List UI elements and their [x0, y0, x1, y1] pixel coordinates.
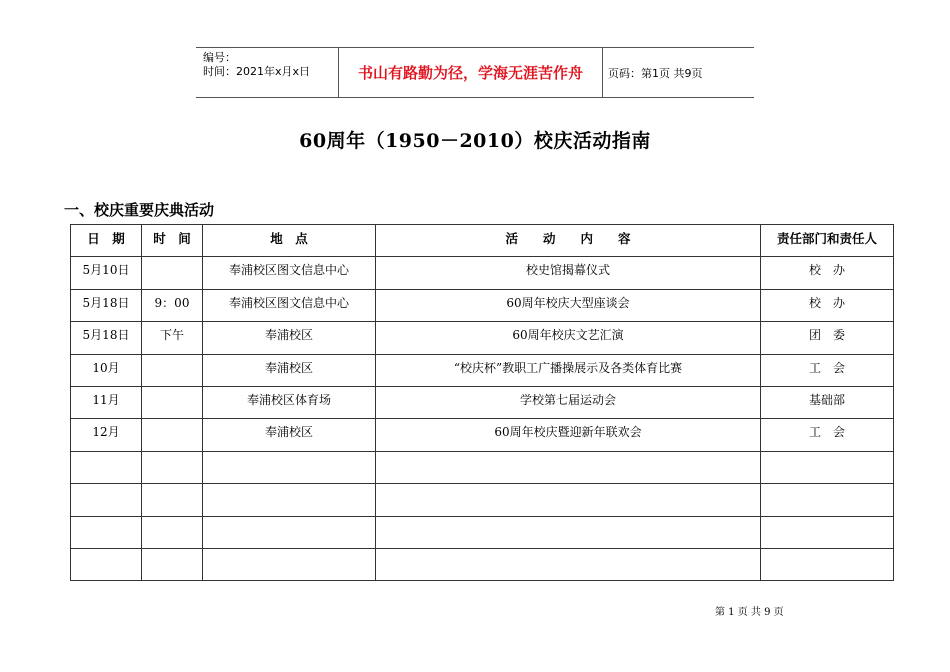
section-heading: 一、校庆重要庆典活动	[64, 201, 215, 219]
document-title: 60周年（1950－2010）校庆活动指南	[299, 130, 651, 152]
cell-time	[142, 484, 203, 516]
header-time: 时 间	[142, 225, 203, 257]
cell-date	[71, 516, 142, 548]
cell-location: 奉浦校区	[203, 419, 376, 451]
cell-responsible	[761, 451, 894, 483]
header-responsible: 责任部门和责任人	[761, 225, 894, 257]
header-location: 地 点	[203, 225, 376, 257]
cell-time	[142, 257, 203, 289]
cell-date	[71, 451, 142, 483]
cell-activity: 60周年校庆文艺汇演	[376, 322, 761, 354]
cell-time	[142, 516, 203, 548]
cell-activity	[376, 516, 761, 548]
cell-activity: 60周年校庆暨迎新年联欢会	[376, 419, 761, 451]
table-header-row	[71, 225, 894, 257]
cell-location: 奉浦校区图文信息中心	[203, 257, 376, 289]
cell-responsible: 工 会	[761, 419, 894, 451]
cell-activity: 60周年校庆大型座谈会	[376, 289, 761, 321]
table-row	[71, 257, 894, 289]
header-page-number: 页码：第1页 共9页	[608, 66, 703, 80]
cell-responsible: 校 办	[761, 257, 894, 289]
cell-date	[71, 484, 142, 516]
header-meta	[196, 48, 338, 97]
cell-responsible: 基础部	[761, 386, 894, 418]
cell-responsible	[761, 516, 894, 548]
cell-location	[203, 516, 376, 548]
cell-time	[142, 451, 203, 483]
table-row	[71, 419, 894, 451]
table-row	[71, 289, 894, 321]
cell-location: 奉浦校区	[203, 322, 376, 354]
cell-time: 下午	[142, 322, 203, 354]
cell-location: 奉浦校区体育场	[203, 386, 376, 418]
cell-activity: 校史馆揭幕仪式	[376, 257, 761, 289]
cell-activity	[376, 484, 761, 516]
cell-time	[142, 354, 203, 386]
cell-location: 奉浦校区图文信息中心	[203, 289, 376, 321]
table-row	[71, 548, 894, 580]
table-row	[71, 354, 894, 386]
cell-time: 9：00	[142, 289, 203, 321]
header-motto: 书山有路勤为径，学海无涯苦作舟	[338, 48, 603, 97]
cell-responsible	[761, 484, 894, 516]
cell-date: 11月	[71, 386, 142, 418]
cell-time	[142, 419, 203, 451]
table-row	[71, 386, 894, 418]
cell-date: 5月18日	[71, 289, 142, 321]
page-footer: 第 1 页 共 9 页	[715, 607, 784, 618]
table-row	[71, 451, 894, 483]
header-date: 日 期	[71, 225, 142, 257]
cell-location	[203, 548, 376, 580]
header-activity: 活 动 内 容	[376, 225, 761, 257]
cell-activity: 学校第七届运动会	[376, 386, 761, 418]
cell-time	[142, 386, 203, 418]
events-table	[70, 224, 894, 581]
cell-activity	[376, 451, 761, 483]
cell-location: 奉浦校区	[203, 354, 376, 386]
cell-date: 10月	[71, 354, 142, 386]
number-label: 编号：	[203, 51, 236, 64]
date-label: 时间：2021年x月x日	[203, 65, 311, 78]
cell-date: 5月10日	[71, 257, 142, 289]
cell-time	[142, 548, 203, 580]
cell-activity: “校庆杯”教职工广播操展示及各类体育比赛	[376, 354, 761, 386]
cell-date: 12月	[71, 419, 142, 451]
table-row	[71, 322, 894, 354]
cell-date: 5月18日	[71, 322, 142, 354]
cell-location	[203, 484, 376, 516]
cell-responsible: 团 委	[761, 322, 894, 354]
cell-location	[203, 451, 376, 483]
cell-responsible	[761, 548, 894, 580]
cell-activity	[376, 548, 761, 580]
table-row	[71, 516, 894, 548]
table-row	[71, 484, 894, 516]
cell-responsible: 工 会	[761, 354, 894, 386]
cell-responsible: 校 办	[761, 289, 894, 321]
cell-date	[71, 548, 142, 580]
page-header	[196, 47, 754, 98]
